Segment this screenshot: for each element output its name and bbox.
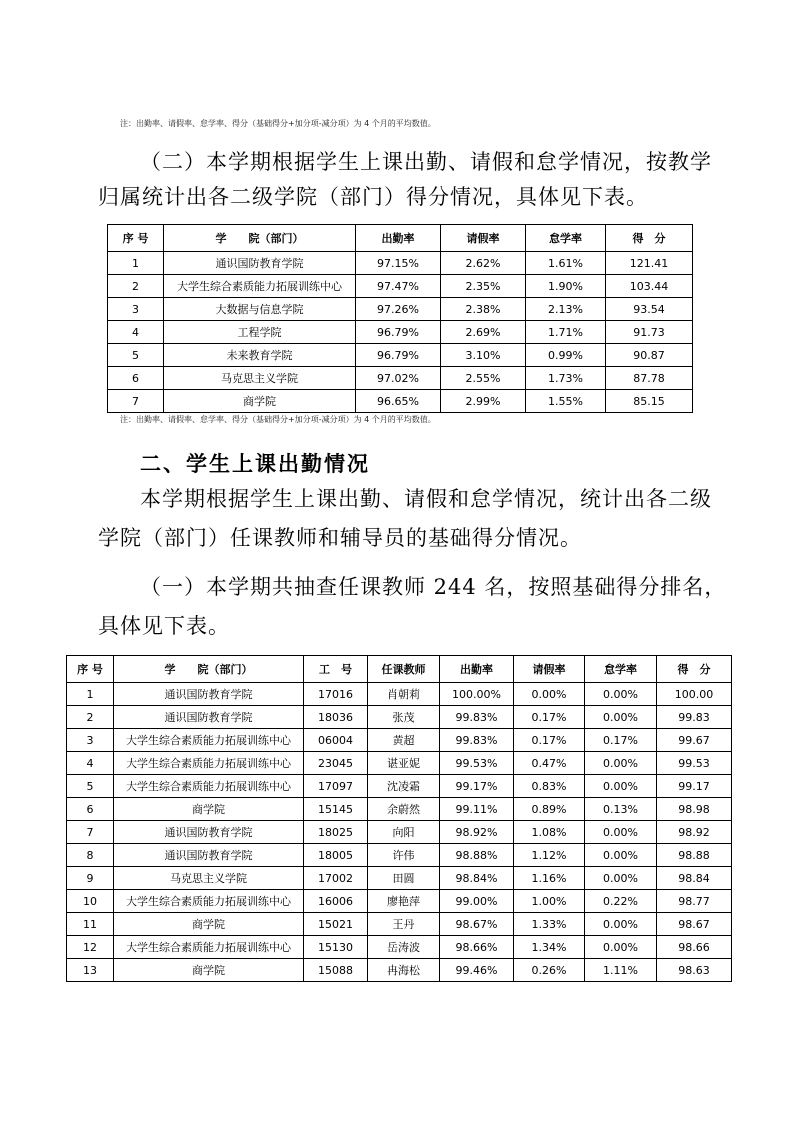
cell-college: 通识国防教育学院	[114, 844, 304, 867]
section-heading-attendance: 二、学生上课出勤情况	[140, 452, 370, 476]
cell-index: 5	[108, 344, 164, 367]
cell-attendance-rate: 99.00%	[440, 890, 514, 913]
note-top: 注：出勤率、请假率、怠学率、得分（基础得分+加分项-减分项）为 4 个月的平均数值。	[120, 119, 436, 128]
cell-staff-id: 06004	[304, 729, 368, 752]
cell-staff-id: 23045	[304, 752, 368, 775]
cell-truancy-rate: 0.00%	[585, 821, 657, 844]
cell-truancy-rate: 0.99%	[526, 344, 606, 367]
cell-college: 工程学院	[164, 321, 356, 344]
cell-score: 98.66	[657, 936, 732, 959]
cell-leave-rate: 0.83%	[514, 775, 585, 798]
cell-college: 大学生综合素质能力拓展训练中心	[164, 275, 356, 298]
cell-college: 商学院	[114, 798, 304, 821]
cell-index: 3	[67, 729, 114, 752]
cell-leave-rate: 2.99%	[441, 390, 526, 413]
column-header-college: 学 院（部门）	[164, 225, 356, 252]
cell-staff-id: 17097	[304, 775, 368, 798]
cell-teacher: 王丹	[368, 913, 440, 936]
cell-college: 大数据与信息学院	[164, 298, 356, 321]
cell-attendance-rate: 98.84%	[440, 867, 514, 890]
cell-index: 3	[108, 298, 164, 321]
cell-teacher: 张茂	[368, 706, 440, 729]
cell-score: 93.54	[606, 298, 693, 321]
cell-index: 1	[67, 683, 114, 706]
cell-leave-rate: 0.47%	[514, 752, 585, 775]
table-header-row	[108, 225, 693, 252]
table-row	[67, 798, 732, 821]
cell-score: 98.98	[657, 798, 732, 821]
cell-college: 大学生综合素质能力拓展训练中心	[114, 729, 304, 752]
cell-index: 2	[108, 275, 164, 298]
cell-leave-rate: 0.17%	[514, 706, 585, 729]
cell-score: 98.88	[657, 844, 732, 867]
cell-score: 103.44	[606, 275, 693, 298]
note-after-table1: 注：出勤率、请假率、怠学率、得分（基础得分+加分项-减分项）为 4 个月的平均数值。	[120, 415, 436, 424]
cell-staff-id: 15088	[304, 959, 368, 982]
cell-college: 马克思主义学院	[114, 867, 304, 890]
column-header-attendance-rate: 出勤率	[356, 225, 441, 252]
cell-leave-rate: 1.16%	[514, 867, 585, 890]
cell-attendance-rate: 98.67%	[440, 913, 514, 936]
cell-teacher: 肖朝莉	[368, 683, 440, 706]
cell-truancy-rate: 1.71%	[526, 321, 606, 344]
table-row	[67, 821, 732, 844]
cell-leave-rate: 0.00%	[514, 683, 585, 706]
cell-index: 2	[67, 706, 114, 729]
cell-truancy-rate: 0.13%	[585, 798, 657, 821]
cell-truancy-rate: 0.00%	[585, 752, 657, 775]
cell-attendance-rate: 98.66%	[440, 936, 514, 959]
table-header-row	[67, 656, 732, 683]
cell-college: 商学院	[114, 913, 304, 936]
cell-staff-id: 18025	[304, 821, 368, 844]
cell-college: 通识国防教育学院	[114, 683, 304, 706]
cell-college: 通识国防教育学院	[114, 706, 304, 729]
cell-teacher: 田圆	[368, 867, 440, 890]
table-row	[67, 913, 732, 936]
column-header-college: 学 院（部门）	[114, 656, 304, 683]
table-row	[108, 275, 693, 298]
cell-attendance-rate: 99.83%	[440, 729, 514, 752]
cell-attendance-rate: 97.26%	[356, 298, 441, 321]
table-row	[108, 367, 693, 390]
cell-teacher: 廖艳萍	[368, 890, 440, 913]
cell-truancy-rate: 0.00%	[585, 775, 657, 798]
cell-attendance-rate: 97.15%	[356, 252, 441, 275]
cell-score: 99.67	[657, 729, 732, 752]
cell-truancy-rate: 1.61%	[526, 252, 606, 275]
cell-college: 大学生综合素质能力拓展训练中心	[114, 936, 304, 959]
cell-attendance-rate: 96.79%	[356, 344, 441, 367]
cell-index: 10	[67, 890, 114, 913]
cell-truancy-rate: 1.73%	[526, 367, 606, 390]
cell-leave-rate: 2.55%	[441, 367, 526, 390]
table-row	[67, 706, 732, 729]
cell-index: 6	[67, 798, 114, 821]
cell-attendance-rate: 96.79%	[356, 321, 441, 344]
teacher-score-table	[66, 655, 732, 982]
cell-truancy-rate: 0.17%	[585, 729, 657, 752]
cell-college: 大学生综合素质能力拓展训练中心	[114, 775, 304, 798]
cell-attendance-rate: 96.65%	[356, 390, 441, 413]
cell-truancy-rate: 0.00%	[585, 867, 657, 890]
cell-truancy-rate: 2.13%	[526, 298, 606, 321]
cell-score: 90.87	[606, 344, 693, 367]
cell-college: 通识国防教育学院	[114, 821, 304, 844]
column-header-index: 序 号	[67, 656, 114, 683]
cell-truancy-rate: 1.11%	[585, 959, 657, 982]
cell-attendance-rate: 99.83%	[440, 706, 514, 729]
cell-score: 99.83	[657, 706, 732, 729]
column-header-index: 序 号	[108, 225, 164, 252]
column-header-leave-rate: 请假率	[514, 656, 585, 683]
cell-index: 7	[108, 390, 164, 413]
cell-staff-id: 18036	[304, 706, 368, 729]
cell-staff-id: 15021	[304, 913, 368, 936]
cell-score: 99.53	[657, 752, 732, 775]
cell-truancy-rate: 0.22%	[585, 890, 657, 913]
cell-score: 91.73	[606, 321, 693, 344]
cell-index: 1	[108, 252, 164, 275]
cell-score: 121.41	[606, 252, 693, 275]
cell-staff-id: 18005	[304, 844, 368, 867]
table-row	[108, 298, 693, 321]
column-header-attendance-rate: 出勤率	[440, 656, 514, 683]
cell-staff-id: 17002	[304, 867, 368, 890]
cell-leave-rate: 0.26%	[514, 959, 585, 982]
column-header-staff-id: 工 号	[304, 656, 368, 683]
cell-staff-id: 15145	[304, 798, 368, 821]
paragraph4-line1: （一）本学期共抽查任课教师 244 名，按照基础得分排名，	[140, 575, 727, 599]
cell-attendance-rate: 97.02%	[356, 367, 441, 390]
cell-teacher: 许伟	[368, 844, 440, 867]
cell-leave-rate: 2.35%	[441, 275, 526, 298]
cell-leave-rate: 1.00%	[514, 890, 585, 913]
cell-score: 85.15	[606, 390, 693, 413]
cell-leave-rate: 1.12%	[514, 844, 585, 867]
cell-index: 13	[67, 959, 114, 982]
table-row	[67, 936, 732, 959]
cell-teacher: 谌亚妮	[368, 752, 440, 775]
cell-truancy-rate: 1.90%	[526, 275, 606, 298]
cell-teacher: 余蔚然	[368, 798, 440, 821]
cell-leave-rate: 3.10%	[441, 344, 526, 367]
cell-leave-rate: 2.62%	[441, 252, 526, 275]
cell-attendance-rate: 99.53%	[440, 752, 514, 775]
cell-college: 商学院	[164, 390, 356, 413]
cell-college: 商学院	[114, 959, 304, 982]
cell-index: 4	[67, 752, 114, 775]
cell-index: 9	[67, 867, 114, 890]
column-header-score: 得 分	[657, 656, 732, 683]
cell-teacher: 岳涛波	[368, 936, 440, 959]
cell-college: 大学生综合素质能力拓展训练中心	[114, 890, 304, 913]
cell-teacher: 沈凌霜	[368, 775, 440, 798]
cell-truancy-rate: 1.55%	[526, 390, 606, 413]
cell-staff-id: 16006	[304, 890, 368, 913]
cell-leave-rate: 0.89%	[514, 798, 585, 821]
cell-truancy-rate: 0.00%	[585, 913, 657, 936]
table-row	[108, 321, 693, 344]
cell-leave-rate: 2.69%	[441, 321, 526, 344]
cell-attendance-rate: 100.00%	[440, 683, 514, 706]
column-header-score: 得 分	[606, 225, 693, 252]
cell-score: 98.67	[657, 913, 732, 936]
cell-score: 100.00	[657, 683, 732, 706]
cell-leave-rate: 1.08%	[514, 821, 585, 844]
cell-attendance-rate: 97.47%	[356, 275, 441, 298]
section2-paragraph-line1: （二）本学期根据学生上课出勤、请假和怠学情况，按教学	[140, 150, 712, 174]
table-row	[108, 344, 693, 367]
paragraph3-line1: 本学期根据学生上课出勤、请假和怠学情况，统计出各二级	[140, 487, 712, 511]
column-header-truancy-rate: 怠学率	[585, 656, 657, 683]
cell-index: 4	[108, 321, 164, 344]
table-row	[67, 729, 732, 752]
cell-score: 98.77	[657, 890, 732, 913]
table-row	[67, 867, 732, 890]
table-row	[67, 844, 732, 867]
cell-attendance-rate: 99.46%	[440, 959, 514, 982]
cell-leave-rate: 1.33%	[514, 913, 585, 936]
table-row	[67, 775, 732, 798]
cell-leave-rate: 1.34%	[514, 936, 585, 959]
cell-index: 6	[108, 367, 164, 390]
cell-attendance-rate: 99.17%	[440, 775, 514, 798]
college-score-table	[107, 224, 693, 413]
cell-college: 未来教育学院	[164, 344, 356, 367]
cell-index: 5	[67, 775, 114, 798]
cell-truancy-rate: 0.00%	[585, 683, 657, 706]
table-row	[108, 252, 693, 275]
paragraph4-line2: 具体见下表。	[98, 614, 230, 638]
cell-index: 11	[67, 913, 114, 936]
cell-index: 12	[67, 936, 114, 959]
cell-index: 7	[67, 821, 114, 844]
cell-teacher: 冉海松	[368, 959, 440, 982]
cell-score: 99.17	[657, 775, 732, 798]
cell-score: 98.92	[657, 821, 732, 844]
column-header-teacher: 任课教师	[368, 656, 440, 683]
cell-score: 98.63	[657, 959, 732, 982]
cell-attendance-rate: 98.92%	[440, 821, 514, 844]
cell-staff-id: 17016	[304, 683, 368, 706]
cell-truancy-rate: 0.00%	[585, 706, 657, 729]
cell-teacher: 黄超	[368, 729, 440, 752]
cell-score: 87.78	[606, 367, 693, 390]
table-row	[67, 752, 732, 775]
table-row	[108, 390, 693, 413]
cell-attendance-rate: 99.11%	[440, 798, 514, 821]
cell-score: 98.84	[657, 867, 732, 890]
cell-college: 马克思主义学院	[164, 367, 356, 390]
cell-leave-rate: 0.17%	[514, 729, 585, 752]
cell-index: 8	[67, 844, 114, 867]
cell-college: 通识国防教育学院	[164, 252, 356, 275]
section2-paragraph-line2: 归属统计出各二级学院（部门）得分情况，具体见下表。	[98, 185, 648, 209]
cell-truancy-rate: 0.00%	[585, 936, 657, 959]
cell-college: 大学生综合素质能力拓展训练中心	[114, 752, 304, 775]
paragraph3-line2: 学院（部门）任课教师和辅导员的基础得分情况。	[98, 526, 582, 550]
table-row	[67, 959, 732, 982]
cell-teacher: 向阳	[368, 821, 440, 844]
table-row	[67, 890, 732, 913]
cell-leave-rate: 2.38%	[441, 298, 526, 321]
column-header-truancy-rate: 怠学率	[526, 225, 606, 252]
table-row	[67, 683, 732, 706]
cell-attendance-rate: 98.88%	[440, 844, 514, 867]
cell-truancy-rate: 0.00%	[585, 844, 657, 867]
column-header-leave-rate: 请假率	[441, 225, 526, 252]
cell-staff-id: 15130	[304, 936, 368, 959]
